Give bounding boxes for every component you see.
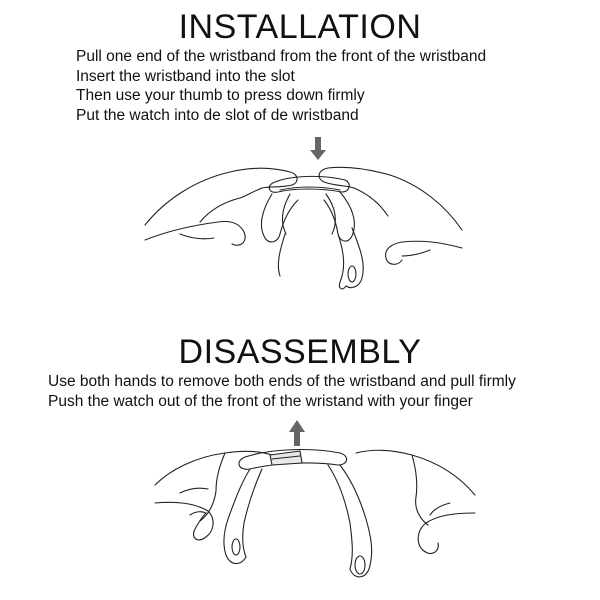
disassembly-title: DISASSEMBLY bbox=[178, 333, 422, 371]
watch-band bbox=[261, 176, 363, 289]
installation-steps bbox=[76, 47, 486, 125]
left-hand bbox=[145, 168, 297, 245]
disassembly-steps bbox=[48, 372, 516, 411]
installation-step-2: Insert the wristband into the slot bbox=[76, 67, 295, 85]
disassembly-step-1: Use both hands to remove both ends of the wristband and pull firmly bbox=[48, 373, 516, 390]
right-hand bbox=[356, 450, 475, 553]
installation-step-1: Pull one end of the wristband from the front of the wristband bbox=[76, 48, 487, 65]
disassembly-illustration bbox=[150, 415, 480, 600]
left-hand bbox=[155, 451, 272, 540]
disassembly-step-2: Push the watch out of the front of the wristand with your finger bbox=[48, 392, 473, 410]
down-arrow-icon bbox=[310, 137, 326, 160]
installation-step-4: Put the watch into de slot of de wristband bbox=[76, 106, 359, 124]
installation-illustration bbox=[140, 130, 470, 305]
installation-step-3: Then use your thumb to press down firmly bbox=[76, 87, 365, 104]
installation-title: INSTALLATION bbox=[178, 8, 422, 46]
up-arrow-icon bbox=[289, 420, 305, 446]
watch-band bbox=[224, 450, 372, 577]
right-hand bbox=[319, 167, 462, 264]
